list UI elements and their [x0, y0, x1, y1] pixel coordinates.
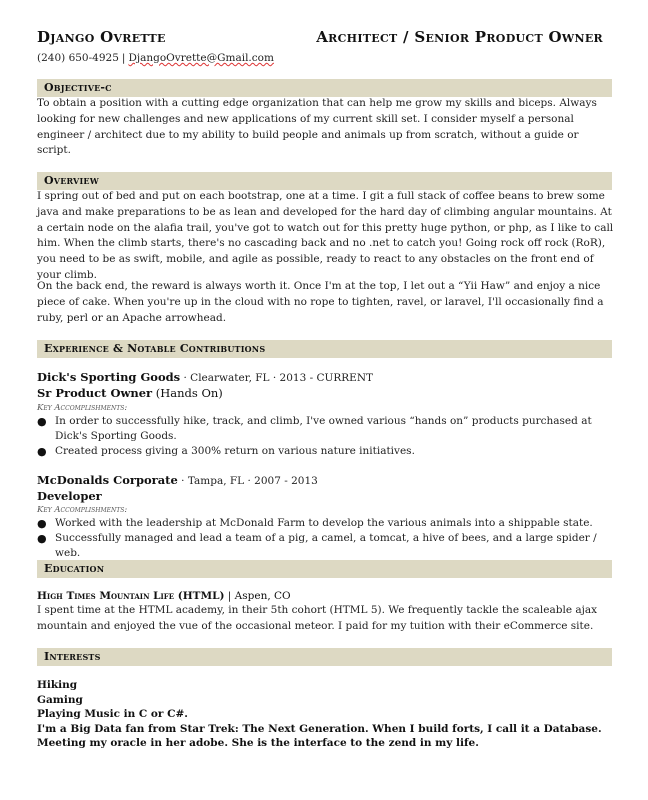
interest-item: Playing Music in C or C#. [37, 708, 188, 721]
list-item-text: In order to successfully hike, track, and climb, I've owned various “hands on” products purchased at Dick's Sporting Goods. [55, 415, 592, 442]
contact-separator: | [121, 52, 126, 64]
phone-number: (240) 650-4925 [37, 52, 119, 64]
bullet-icon: ● [37, 415, 47, 428]
objective-heading: Objective-c [37, 79, 612, 97]
bullet-icon: ● [37, 445, 47, 458]
overview-paragraph-1: I spring out of bed and put on each bootstrap, one at a time. I git a full stack of coffee beans to brew some java and make preparations to be as lean and developed for the hard day of climbing angular mountains. At a certain node on the alafia trail, you've got to watch out for this pretty huge python, or php, as I like to call him. When the climb starts, there's no cascading back and no .net to catch you! Going rock off rock (RoR), you need to be as swift, mobile, and agile as possible, ready to react to any obstacles on the front end of your climb. [37, 190, 614, 281]
experience-heading: Experience & Notable Contributions [37, 340, 612, 358]
job-meta: · Clearwater, FL · 2013 - CURRENT [180, 372, 374, 384]
education-text: I spent time at the HTML academy, in their 5th cohort (HTML 5). We frequently tackle the scaleable ajax mountain and enjoyed the vue of the occasional meteor. I paid for my tuition with their eCommerce site. [37, 604, 598, 632]
bullet-icon: ● [37, 517, 47, 530]
interest-item: Hiking [37, 679, 78, 691]
education-heading: Education [37, 560, 612, 578]
interest-item: I'm a Big Data fan from Star Trek: The Next Generation. When I build forts, I call it a Database. [37, 722, 602, 735]
job-role-line [37, 386, 223, 400]
contact-line [37, 52, 274, 64]
school-location: | Aspen, CO [224, 590, 291, 602]
interests-heading: Interests [37, 648, 612, 666]
job-meta: · Tampa, FL · 2007 - 2013 [177, 475, 318, 487]
objective-text: To obtain a position with a cutting edge organization that can help me grow my skills and biceps. Always looking for new challenges and new applications of my current skill set. I consider myself a personal engineer / architect due to my ability to build people and animals up from scratch, without a guide or script. [37, 97, 597, 157]
interest-item: Gaming [37, 693, 83, 706]
list-item [37, 531, 597, 561]
interest-item: Meeting my oracle in her adobe. She is the interface to the zend in my life. [37, 737, 479, 750]
job-role: Sr Product Owner [37, 386, 153, 400]
accomplishment-list [37, 516, 597, 561]
overview-paragraph-2: On the back end, the reward is always worth it. Once I'm at the top, I let out a “Yii Haw” and enjoy a nice piece of cake. When you're up in the cloud with no rope to tighten, ravel, or laravel, I'll occasionally find a ruby, perl or an Apache arrowhead. [37, 280, 604, 324]
key-accomplishments-label: Key Accomplishments: [37, 505, 128, 515]
candidate-name: Django Ovrette [37, 28, 166, 46]
education-school-line [37, 590, 291, 602]
job-company: McDonalds Corporate [37, 473, 178, 487]
header [37, 28, 613, 50]
candidate-role: Architect / Senior Product Owner [316, 28, 603, 46]
job-role-line [37, 489, 102, 503]
interests-list [37, 678, 613, 751]
list-item [37, 414, 597, 444]
list-item-text: Created process giving a 300% return on various nature initiatives. [55, 445, 415, 457]
list-item-text: Successfully managed and lead a team of a pig, a camel, a tomcat, a hive of bees, and a large spider / web. [55, 532, 597, 559]
list-item [37, 516, 597, 531]
overview-heading: Overview [37, 172, 612, 190]
list-item-text: Worked with the leadership at McDonald Farm to develop the various animals into a shippable state. [55, 517, 593, 529]
list-item [37, 444, 597, 459]
job-company-line [37, 473, 318, 487]
school-suffix: (HTML) [174, 590, 225, 602]
key-accomplishments-label: Key Accomplishments: [37, 403, 128, 413]
job-company: Dick's Sporting Goods [37, 370, 181, 384]
accomplishment-list [37, 414, 597, 459]
email-address: DjangoOvrette@Gmail.com [128, 52, 274, 64]
job-role: Developer [37, 489, 102, 503]
job-company-line [37, 370, 373, 384]
school-name: High Times Mountain Life [37, 590, 175, 602]
bullet-icon: ● [37, 532, 47, 545]
job-role-suffix: (Hands On) [152, 386, 223, 400]
